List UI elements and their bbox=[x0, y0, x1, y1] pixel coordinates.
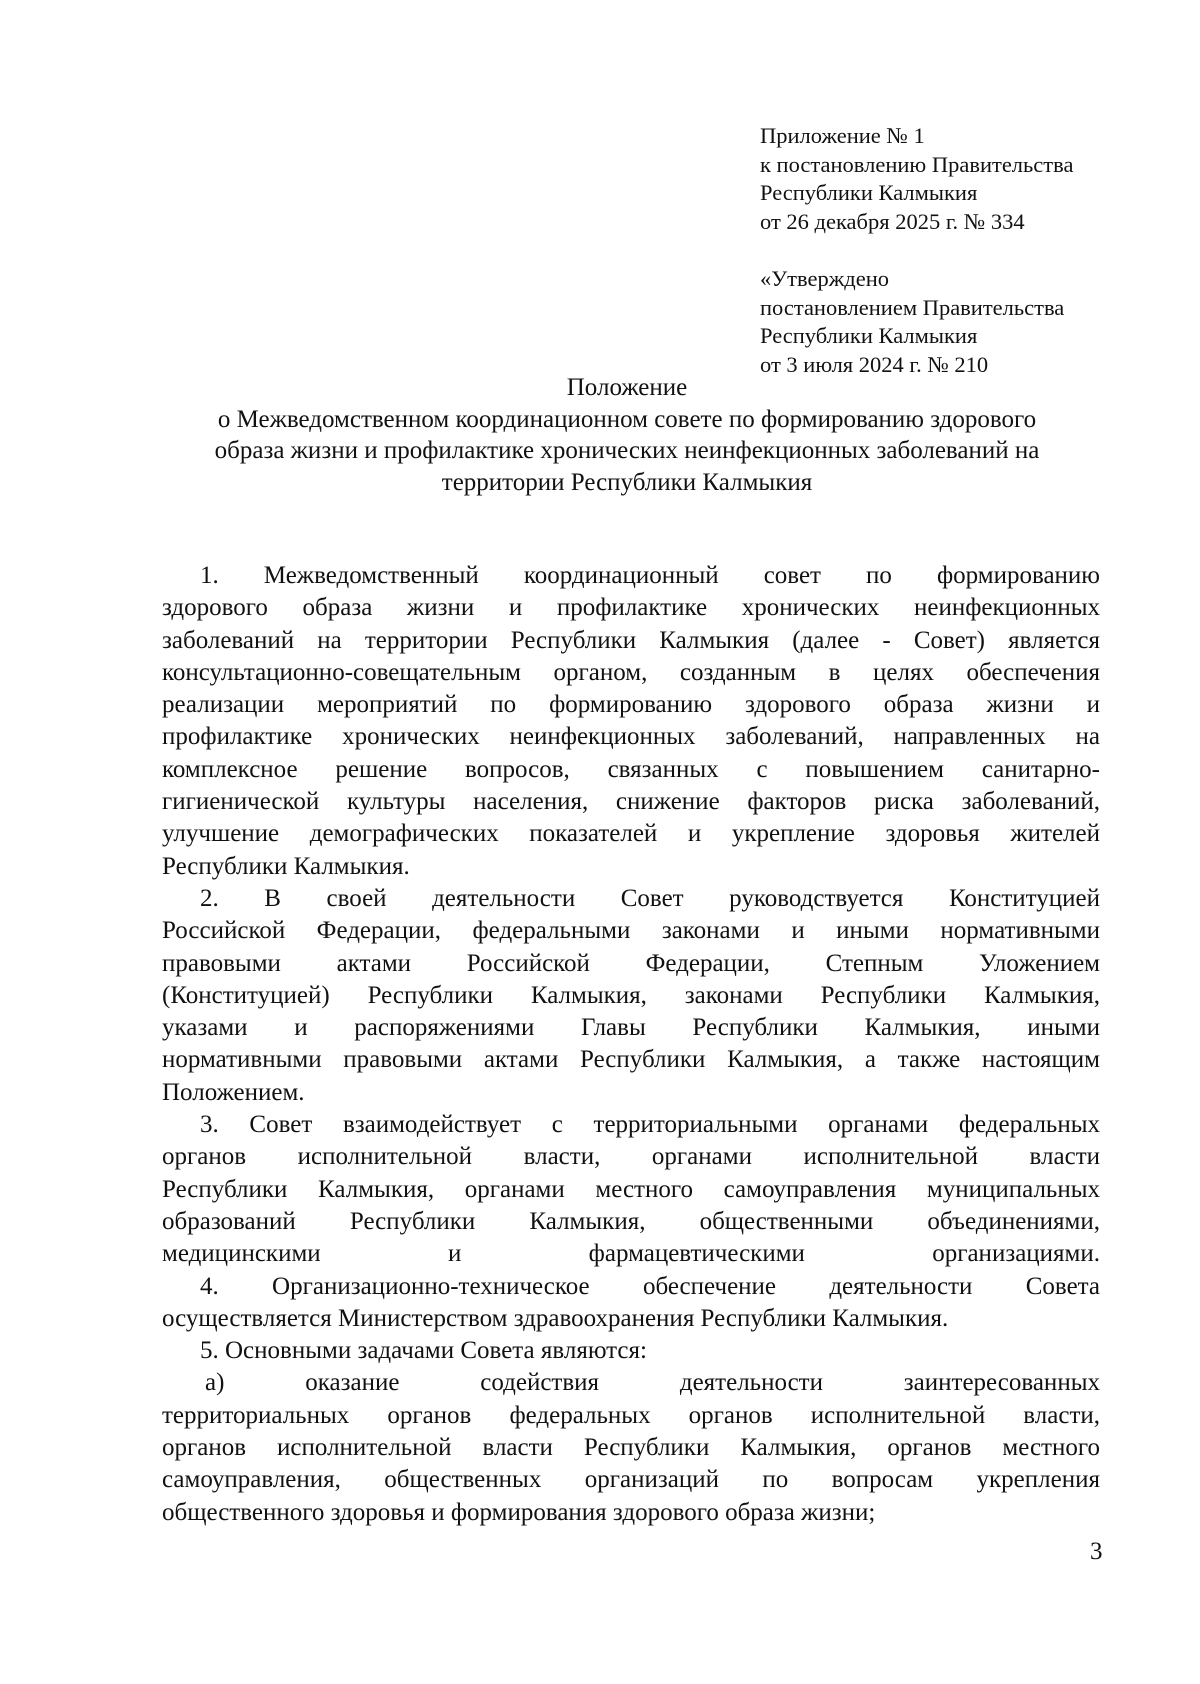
paragraph-line: 5. Основными задачами Совета являются: bbox=[200, 1337, 647, 1365]
appendix-line: Приложение № 1 bbox=[760, 123, 925, 148]
paragraph-line: Республики Калмыкия. bbox=[162, 852, 410, 880]
paragraph-line: реализации мероприятий по формированию здорового образа жизни и bbox=[162, 691, 1100, 719]
title-line: о Межведомственном координационном совете по формированию здорового bbox=[217, 405, 1037, 433]
paragraph-line: гигиенической культуры населения, снижение факторов риска заболеваний, bbox=[162, 788, 1100, 816]
paragraph-5a bbox=[162, 1367, 1100, 1528]
paragraph-line: улучшение демографических показателей и укрепление здоровья жителей bbox=[162, 820, 1100, 848]
paragraph-2 bbox=[162, 883, 1100, 1109]
paragraph-4 bbox=[162, 1271, 1100, 1336]
approved-stamp bbox=[760, 265, 1180, 379]
paragraph-5 bbox=[162, 1335, 1100, 1367]
paragraph-line: медицинскими и фармацевтическими организациями. bbox=[162, 1240, 1100, 1268]
paragraph-line: 3. Совет взаимодействует с территориальными органами федеральных bbox=[200, 1111, 1100, 1139]
title-line: территории Республики Калмыкия bbox=[441, 468, 813, 496]
page-number: 3 bbox=[1090, 1538, 1103, 1565]
paragraph-line: правовыми актами Российской Федерации, Степным Уложением bbox=[162, 949, 1100, 977]
paragraph-line: 1. Межведомственный координационный совет по формированию bbox=[200, 562, 1100, 589]
title-line: образа жизни и профилактике хронических неинфекционных заболеваний на bbox=[214, 437, 1040, 464]
approved-line: Республики Калмыкия bbox=[760, 323, 978, 348]
paragraph-line: комплексное решение вопросов, связанных с повышением санитарно- bbox=[162, 755, 1100, 783]
approved-line: от 3 июля 2024 г. № 210 bbox=[760, 351, 989, 377]
approved-line: «Утверждено bbox=[760, 266, 890, 291]
appendix-line: от 26 декабря 2025 г. № 334 bbox=[760, 208, 1025, 234]
paragraph-line: нормативными правовыми актами Республики Калмыкия, а также настоящим bbox=[162, 1046, 1100, 1074]
paragraph-line: общественного здоровья и формирования здорового образа жизни; bbox=[162, 1498, 876, 1526]
appendix-line: Республики Калмыкия bbox=[760, 180, 978, 205]
paragraph-line: консультационно-совещательным органом, созданным в целях обеспечения bbox=[162, 658, 1100, 686]
appendix-line: к постановлению Правительства bbox=[760, 151, 1074, 177]
paragraph-line: здорового образа жизни и профилактике хронических неинфекционных bbox=[162, 594, 1100, 622]
paragraph-line: самоуправления, общественных организаций по вопросам укрепления bbox=[162, 1466, 1100, 1494]
document-title bbox=[158, 372, 1096, 498]
paragraph-line: органов исполнительной власти, органами исполнительной власти bbox=[162, 1143, 1100, 1171]
paragraph-line: территориальных органов федеральных органов исполнительной власти, bbox=[162, 1401, 1100, 1429]
paragraph-line: Российской Федерации, федеральными законами и иными нормативными bbox=[162, 917, 1100, 945]
paragraph-line: указами и распоряжениями Главы Республики Калмыкия, иными bbox=[162, 1014, 1100, 1042]
paragraph-line: заболеваний на территории Республики Калмыкия (далее - Совет) является bbox=[162, 626, 1100, 654]
paragraph-line: профилактике хронических неинфекционных заболеваний, направленных на bbox=[162, 723, 1100, 751]
paragraph-line: (Конституцией) Республики Калмыкия, законами Республики Калмыкия, bbox=[162, 981, 1100, 1009]
paragraph-line: Республики Калмыкия, органами местного самоуправления муниципальных bbox=[162, 1175, 1100, 1203]
paragraph-line: образований Республики Калмыкия, общественными объединениями, bbox=[162, 1207, 1100, 1235]
paragraph-3 bbox=[162, 1109, 1100, 1270]
paragraph-line: Положением. bbox=[162, 1078, 305, 1106]
document-body bbox=[162, 560, 1100, 1529]
paragraph-line: осуществляется Министерством здравоохранения Республики Калмыкия. bbox=[162, 1304, 949, 1332]
title-heading: Положение bbox=[566, 374, 688, 401]
paragraph-line: 4. Организационно-техническое обеспечение деятельности Совета bbox=[200, 1272, 1100, 1300]
paragraph-line: а) оказание содействия деятельности заинтересованных bbox=[205, 1369, 1100, 1397]
paragraph-line: органов исполнительной власти Республики Калмыкия, органов местного bbox=[162, 1434, 1100, 1462]
approved-line: постановлением Правительства bbox=[760, 294, 1065, 320]
paragraph-1 bbox=[162, 560, 1100, 883]
paragraph-line: 2. В своей деятельности Совет руководствуется Конституцией bbox=[200, 884, 1100, 912]
appendix-block bbox=[760, 122, 1180, 379]
